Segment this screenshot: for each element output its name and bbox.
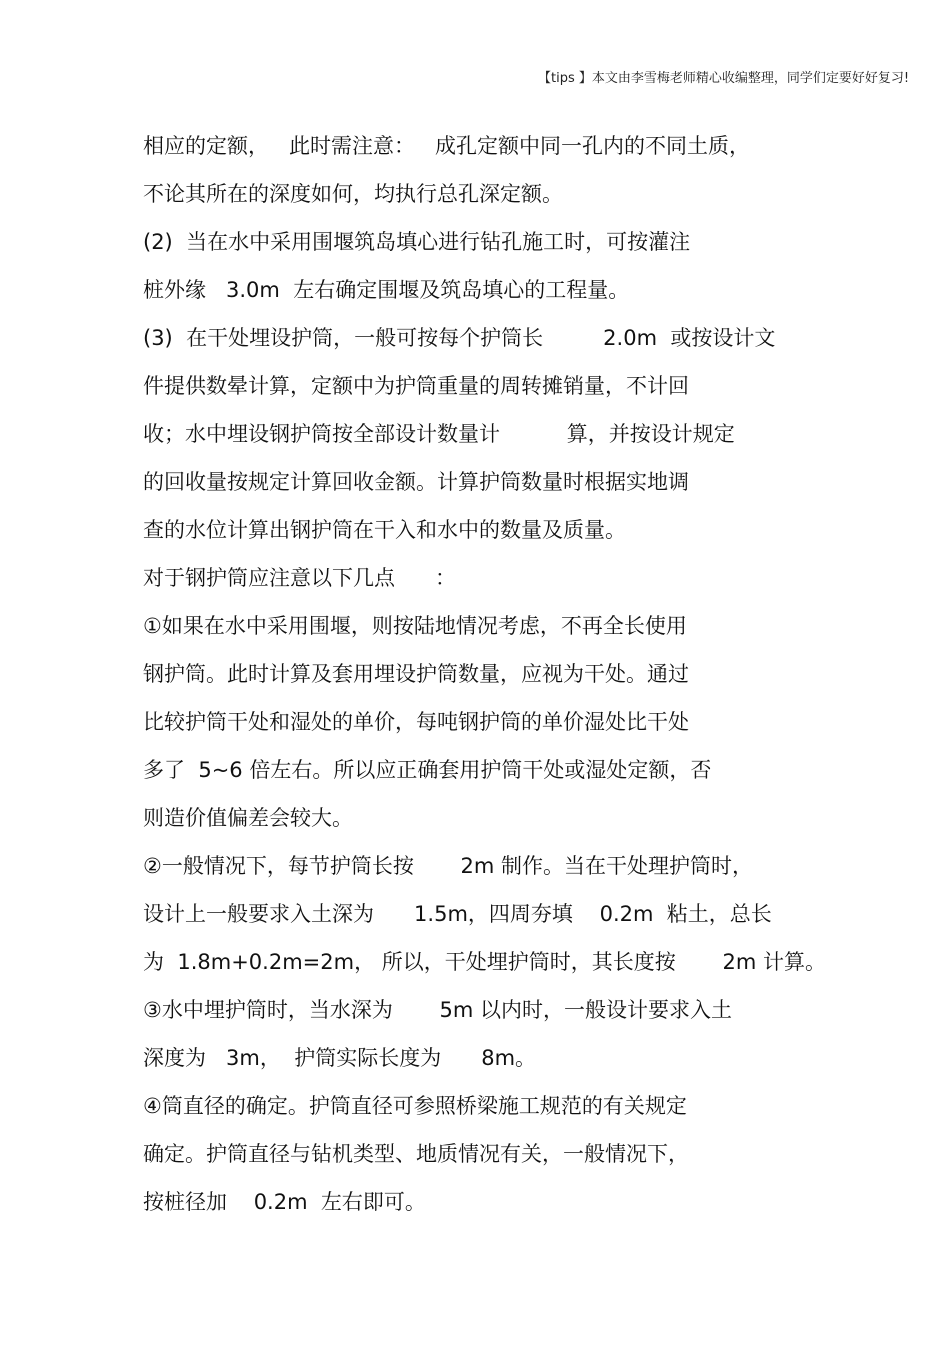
- text-line: 多了 5~6 倍左右。所以应正确套用护筒干处或湿处定额，否: [143, 758, 712, 782]
- text-line: ②一般情况下，每节护筒长按 2m 制作。当在干处理护筒时，: [143, 854, 754, 878]
- text-line: ④筒直径的确定。护筒直径可参照桥梁施工规范的有关规定: [143, 1094, 687, 1118]
- header-tip: 【tips 】本文由李雪梅老师精心收编整理，同学们定要好好复习!: [538, 71, 910, 86]
- text-line: 桩外缘 3.0m 左右确定围堰及筑岛填心的工程量。: [143, 278, 630, 302]
- text-line: 收；水中埋设钢护筒按全部设计数量计 算，并按设计规定: [143, 422, 735, 446]
- text-line: 的回收量按规定计算回收金额。计算护筒数量时根据实地调: [143, 470, 689, 494]
- text-line: 设计上一般要求入土深为 1.5m，四周夯填 0.2m 粘土，总长: [143, 902, 772, 926]
- text-line: 比较护筒干处和湿处的单价，每吨钢护筒的单价湿处比干处: [143, 710, 689, 734]
- text-line: ①如果在水中采用围堰，则按陆地情况考虑，不再全长使用: [143, 614, 687, 638]
- text-line: (3) 在干处埋设护筒，一般可按每个护筒长 2.0m 或按设计文: [143, 326, 776, 350]
- text-line: 深度为 3m， 护筒实际长度为 8m。: [143, 1046, 537, 1070]
- text-line: 钢护筒。此时计算及套用埋设护筒数量，应视为干处。通过: [143, 662, 689, 686]
- text-line: 按桩径加 0.2m 左右即可。: [143, 1190, 426, 1214]
- text-line: 不论其所在的深度如何，均执行总孔深定额。: [143, 182, 563, 206]
- text-line: 查的水位计算出钢护筒在干入和水中的数量及质量。: [143, 518, 626, 542]
- text-line: 则造价值偏差会较大。: [143, 806, 353, 830]
- text-line: ③水中埋护筒时，当水深为 5m 以内时，一般设计要求入土: [143, 998, 733, 1022]
- text-line: 对于钢护筒应注意以下几点 ：: [143, 566, 457, 590]
- text-line: 相应的定额， 此时需注意： 成孔定额中同一孔内的不同土质，: [143, 134, 751, 158]
- text-line: 确定。护筒直径与钻机类型、地质情况有关，一般情况下，: [143, 1142, 689, 1166]
- text-line: 件提供数晕计算，定额中为护筒重量的周转摊销量，不计回: [143, 374, 689, 398]
- document-body: [143, 122, 826, 1226]
- text-line: (2) 当在水中采用围堰筑岛填心进行钻孔施工时，可按灌注: [143, 230, 691, 254]
- text-line: 为 1.8m+0.2m=2m， 所以，干处埋护筒时，其长度按 2m 计算。: [143, 950, 826, 974]
